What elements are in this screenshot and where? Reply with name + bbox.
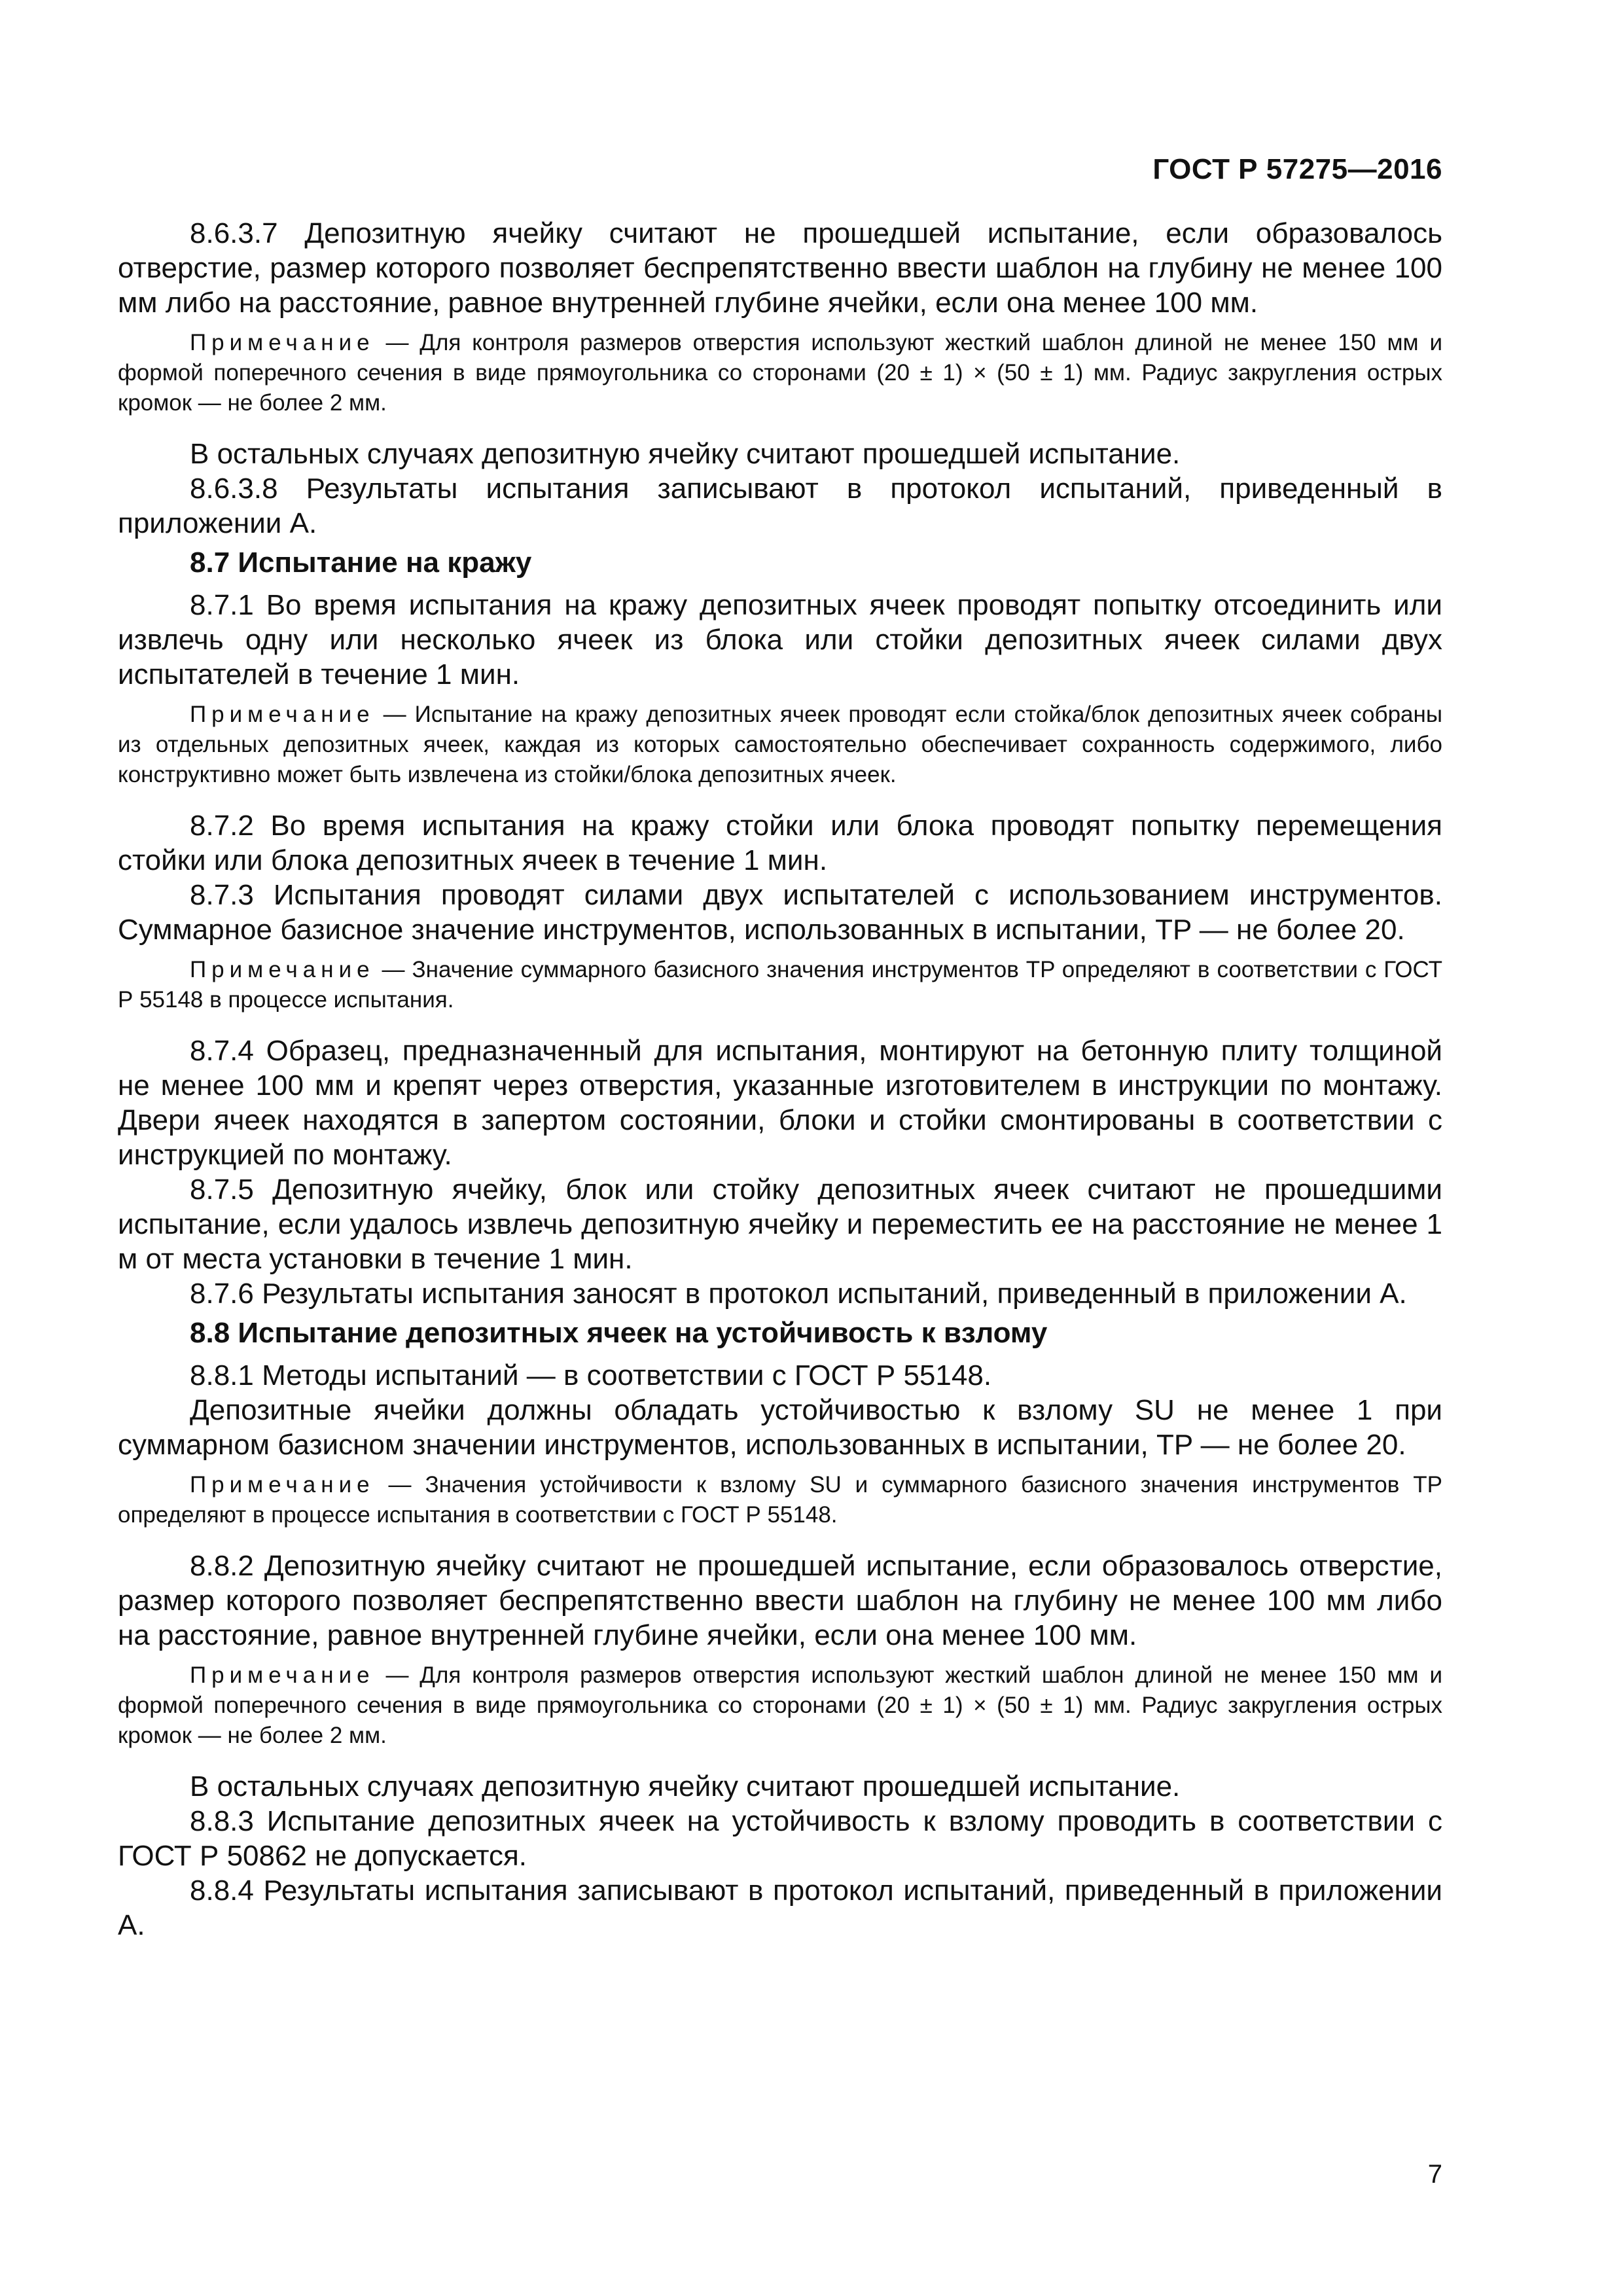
- note-text: — Для контроля размеров отверстия используют жесткий шаблон длиной не менее 150 мм и формой поперечного сечения в виде прямоугольника со сторонами (20 ± 1) × (50 ± 1) мм. Радиус закругления острых кромок — не более 2 мм.: [118, 1662, 1442, 1748]
- paragraph-8-7-6: 8.7.6 Результаты испытания заносят в протокол испытаний, приведенный в приложении А.: [190, 1278, 1407, 1310]
- note-lead: Примечание: [190, 330, 375, 355]
- section-heading-8-8: 8.8 Испытание депозитных ячеек на устойчивость к взлому: [190, 1317, 1048, 1349]
- paragraph-8-7-3: 8.7.3 Испытания проводят силами двух испытателей с использованием инструментов. Суммарное базисное значение инструментов, использованных в испытании, TP — не более 20.: [118, 879, 1442, 946]
- paragraph: В остальных случаях депозитную ячейку считают прошедшей испытание.: [190, 1770, 1181, 1803]
- paragraph-8-8-1: 8.8.1 Методы испытаний — в соответствии с ГОСТ Р 55148.: [190, 1359, 992, 1391]
- paragraph-8-6-3-8: 8.6.3.8 Результаты испытания записывают в протокол испытаний, приведенный в приложении А.: [118, 473, 1442, 539]
- document-id-header: ГОСТ Р 57275—2016: [1152, 153, 1442, 185]
- note: [118, 1470, 1442, 1530]
- paragraph-8-7-1: 8.7.1 Во время испытания на кражу депозитных ячеек проводят попытку отсоединить или извлечь одну или несколько ячеек из блока или стойки депозитных ячеек силами двух испытателей в течение 1 мин.: [118, 589, 1442, 691]
- note: [118, 1660, 1442, 1751]
- paragraph-8-8-2: 8.8.2 Депозитную ячейку считают не прошедшей испытание, если образовалось отверстие, размер которого позволяет беспрепятственно ввести шаблон на глубину не менее 100 мм либо на расстояние, равное внутренней глубине ячейки, если она менее 100 мм.: [118, 1550, 1442, 1651]
- note-text: — Значение суммарного базисного значения инструментов TP определяют в соответствии с ГОСТ Р 55148 в процессе испытания.: [118, 957, 1442, 1013]
- paragraph-8-7-5: 8.7.5 Депозитную ячейку, блок или стойку депозитных ячеек считают не прошедшими испытание, если удалось извлечь депозитную ячейку и переместить ее на расстояние не менее 1 м от места установки в течение 1 мин.: [118, 1174, 1442, 1275]
- section-heading-8-7: 8.7 Испытание на кражу: [190, 547, 532, 579]
- note-text: — Для контроля размеров отверстия используют жесткий шаблон длиной не менее 150 мм и формой поперечного сечения в виде прямоугольника со сторонами (20 ± 1) × (50 ± 1) мм. Радиус закругления острых кромок — не более 2 мм.: [118, 330, 1442, 416]
- note: [118, 955, 1442, 1015]
- note-lead: Примечание: [190, 957, 375, 982]
- paragraph: Депозитные ячейки должны обладать устойчивостью к взлому SU не менее 1 при суммарном базисном значении инструментов, использованных в испытании, TP — не более 20.: [118, 1394, 1442, 1461]
- paragraph: В остальных случаях депозитную ячейку считают прошедшей испытание.: [190, 438, 1181, 470]
- page-number: 7: [1427, 2160, 1442, 2189]
- paragraph-8-8-3: 8.8.3 Испытание депозитных ячеек на устойчивость к взлому проводить в соответствии с ГОСТ Р 50862 не допускается.: [118, 1805, 1442, 1872]
- note: [118, 700, 1442, 790]
- note-lead: Примечание: [190, 702, 375, 727]
- paragraph-8-7-2: 8.7.2 Во время испытания на кражу стойки или блока проводят попытку перемещения стойки или блока депозитных ячеек в течение 1 мин.: [118, 810, 1442, 876]
- paragraph-8-7-4: 8.7.4 Образец, предназначенный для испытания, монтируют на бетонную плиту толщиной не менее 100 мм и крепят через отверстия, указанные изготовителем в инструкции по монтажу. Двери ячеек находятся в запертом состоянии, блоки и стойки смонтированы в соответствии с инструкцией по монтажу.: [118, 1035, 1442, 1171]
- document-body: [118, 216, 1442, 1943]
- paragraph-8-8-4: 8.8.4 Результаты испытания записывают в протокол испытаний, приведенный в приложении А.: [118, 1874, 1442, 1941]
- note-lead: Примечание: [190, 1472, 375, 1498]
- note-text: — Испытание на кражу депозитных ячеек проводят если стойка/блок депозитных ячеек собраны из отдельных депозитных ячеек, каждая из которых самостоятельно обеспечивает сохранность содержимого, либо конструктивно может быть извлечена из стойки/блока депозитных ячеек.: [118, 702, 1442, 787]
- note-lead: Примечание: [190, 1662, 375, 1688]
- note-text: — Значения устойчивости к взлому SU и суммарного базисного значения инструментов TP определяют в процессе испытания в соответствии с ГОСТ Р 55148.: [118, 1472, 1442, 1528]
- paragraph-8-6-3-7: 8.6.3.7 Депозитную ячейку считают не прошедшей испытание, если образовалось отверстие, размер которого позволяет беспрепятственно ввести шаблон на глубину не менее 100 мм либо на расстояние, равное внутренней глубине ячейки, если она менее 100 мм.: [118, 217, 1442, 319]
- note: [118, 328, 1442, 418]
